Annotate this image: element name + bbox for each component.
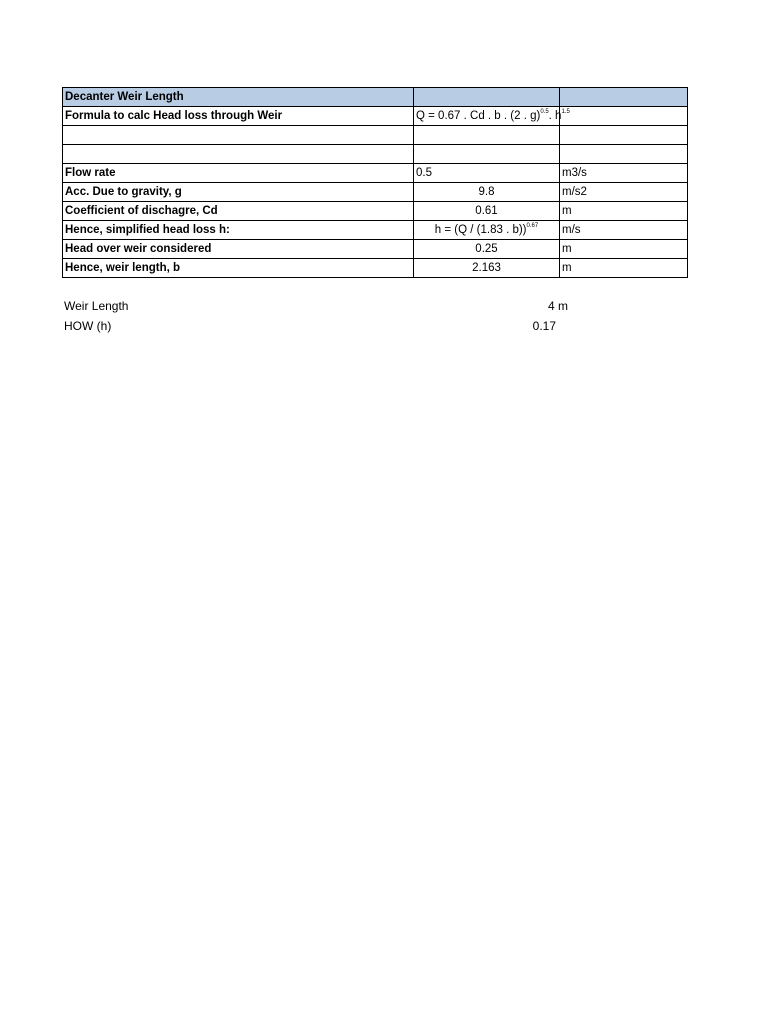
table-row-flow-rate (63, 164, 688, 183)
row-label[interactable]: Coefficient of dischagre, Cd (63, 202, 414, 221)
row-unit[interactable]: m (560, 240, 688, 259)
how-label: HOW (h) (64, 319, 112, 333)
table-row-coefficient (63, 202, 688, 221)
empty-cell[interactable] (63, 126, 414, 145)
empty-cell[interactable] (63, 145, 414, 164)
empty-cell[interactable] (560, 145, 688, 164)
row-value[interactable]: 0.61 (414, 202, 560, 221)
empty-row-2 (63, 145, 688, 164)
row-value[interactable]: 2.163 (414, 259, 560, 278)
formula-exponent-2: 1.5 (561, 109, 570, 116)
row-unit[interactable]: m (560, 202, 688, 221)
empty-cell[interactable] (414, 126, 560, 145)
row-value[interactable]: 9.8 (414, 183, 560, 202)
simplified-formula-exponent: 0.67 (526, 223, 539, 230)
weir-length-value: 4 m (547, 299, 568, 313)
row-label[interactable]: Flow rate (63, 164, 414, 183)
row-label[interactable]: Head over weir considered (63, 240, 414, 259)
row-unit[interactable]: m (560, 259, 688, 278)
how-value: 0.17 (532, 319, 556, 333)
header-cell-2[interactable] (414, 88, 560, 107)
empty-cell[interactable] (560, 126, 688, 145)
row-value[interactable]: 0.5 (414, 164, 560, 183)
formula-row (63, 107, 688, 126)
row-value[interactable] (414, 221, 560, 240)
simplified-formula-main: h = (Q / (1.83 . b)) (434, 224, 527, 236)
header-cell-3[interactable] (560, 88, 688, 107)
table-row-weir-length (63, 259, 688, 278)
empty-row-1 (63, 126, 688, 145)
formula-exponent-1: 0.5 (540, 109, 549, 116)
formula-mid: . h (548, 110, 562, 122)
formula-cell[interactable] (414, 107, 570, 126)
empty-cell[interactable] (414, 145, 560, 164)
row-label[interactable]: Acc. Due to gravity, g (63, 183, 414, 202)
row-unit[interactable]: m/s2 (560, 183, 688, 202)
table-row-simplified-head-loss (63, 221, 688, 240)
table-header-row (63, 88, 688, 107)
table-row-gravity (63, 183, 688, 202)
table-row-head-over-weir (63, 240, 688, 259)
row-label[interactable]: Hence, weir length, b (63, 259, 414, 278)
formula-unit-cell[interactable] (560, 107, 688, 126)
formula-main: Q = 0.67 . Cd . b . (2 . g) (416, 110, 541, 122)
row-unit[interactable]: m3/s (560, 164, 688, 183)
row-value[interactable]: 0.25 (414, 240, 560, 259)
row-unit[interactable]: m/s (560, 221, 688, 240)
weir-length-label: Weir Length (64, 299, 129, 313)
row-label[interactable]: Hence, simplified head loss h: (63, 221, 414, 240)
decanter-weir-table (62, 87, 688, 278)
table-title[interactable]: Decanter Weir Length (63, 88, 414, 107)
formula-label[interactable]: Formula to calc Head loss through Weir (63, 107, 414, 126)
